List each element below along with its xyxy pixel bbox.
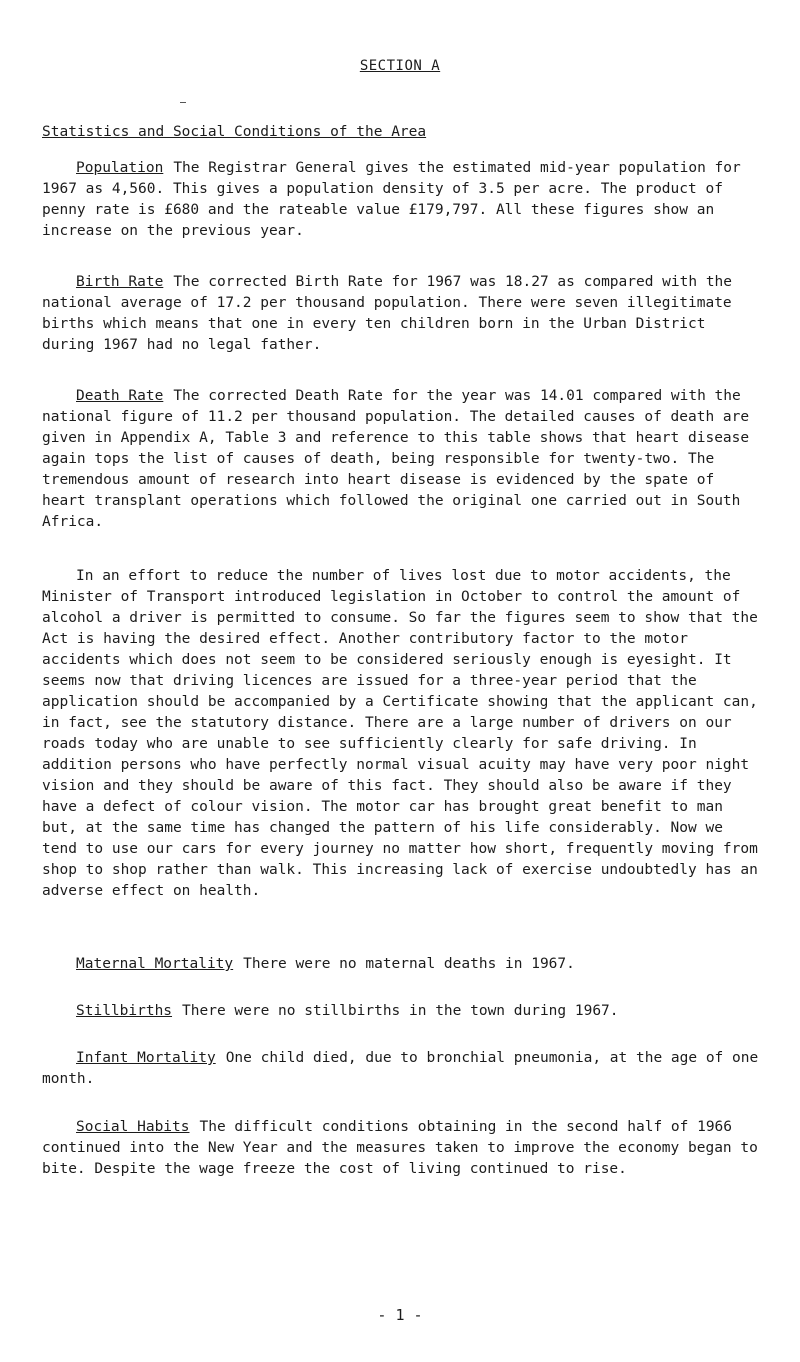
text-motor-accidents: In an effort to reduce the number of lives lost due to motor accidents, the Minister of Transport introduced legislation in October to control the amount of alcohol a driver is permitted to consume. So far the figures seem to show that the Act is having the desired effect. Another contributory factor to the motor accidents which does not seem to be considered seriously enough is eyesight. It seems now that driving licences are issued for a three-year period that the application should be accompanied by a Certificate showing that the applicant can, in fact, see the statutory distance. There are a large number of drivers on our roads today who are unable to see sufficiently clearly for safe driving. In addition persons who have perfectly normal visual acuity may have very poor night vision and they should be aware of this fact. They should also be aware if they have a defect of colour vision. The motor car has brought great benefit to man but, at the same time has changed the pattern of his life considerably. Now we tend to use our cars for every journey no matter how short, frequently moving from shop to shop rather than walk. This increasing lack of exercise undoubtedly has an adverse effect on health. xyxy=(42,568,758,899)
paragraph-stillbirths xyxy=(42,1001,762,1022)
text-stillbirths: There were no stillbirths in the town during 1967. xyxy=(182,1003,619,1019)
paragraph-population xyxy=(42,158,762,242)
page-title: Statistics and Social Conditions of the Area xyxy=(42,124,427,140)
text-death-rate: The corrected Death Rate for the year was 14.01 compared with the national figure of 11.2 per thousand population. The detailed causes of death are given in Appendix A, Table 3 and reference to this table shows that heart disease again tops the list of causes of death, being responsible for twenty-two. The tremendous amount of research into heart disease is evidenced by the spate of heart transplant operations which followed the original one carried out in South Africa. xyxy=(42,388,750,530)
text-population: The Registrar General gives the estimated mid-year population for 1967 as 4,560. This gives a population density of 3.5 per acre. The product of penny rate is £680 and the rateable value £179,797. All these figures show an increase on the previous year. xyxy=(42,160,741,239)
heading-birth-rate: Birth Rate xyxy=(76,274,164,290)
paragraph-death-rate xyxy=(42,386,762,533)
text-birth-rate: The corrected Birth Rate for 1967 was 18.27 as compared with the national average of 17.2 per thousand population. There were seven illegitimate births which means that one in every ten children born in the Urban District during 1967 had no legal father. xyxy=(42,274,733,353)
paragraph-social-habits xyxy=(42,1117,762,1180)
heading-social-habits: Social Habits xyxy=(76,1119,190,1135)
heading-stillbirths: Stillbirths xyxy=(76,1003,173,1019)
text-maternal-mortality: There were no maternal deaths in 1967. xyxy=(243,956,575,972)
paragraph-birth-rate xyxy=(42,272,762,356)
section-heading: SECTION A xyxy=(359,58,441,74)
text-social-habits: The difficult conditions obtaining in the second half of 1966 continued into the New Year and the measures taken to improve the economy began to bite. Despite the wage freeze the cost of living continued to rise. xyxy=(42,1119,758,1177)
heading-death-rate: Death Rate xyxy=(76,388,164,404)
paragraph-maternal-mortality xyxy=(42,954,762,975)
paragraph-motor-accidents xyxy=(42,566,762,902)
paragraph-infant-mortality xyxy=(42,1048,762,1090)
heading-infant-mortality: Infant Mortality xyxy=(76,1050,216,1066)
stray-mark xyxy=(180,102,186,103)
text-infant-mortality: One child died, due to bronchial pneumonia, at the age of one month. xyxy=(42,1050,759,1087)
heading-population: Population xyxy=(76,160,164,176)
heading-maternal-mortality: Maternal Mortality xyxy=(76,956,234,972)
page-number: - 1 - xyxy=(377,1306,423,1324)
